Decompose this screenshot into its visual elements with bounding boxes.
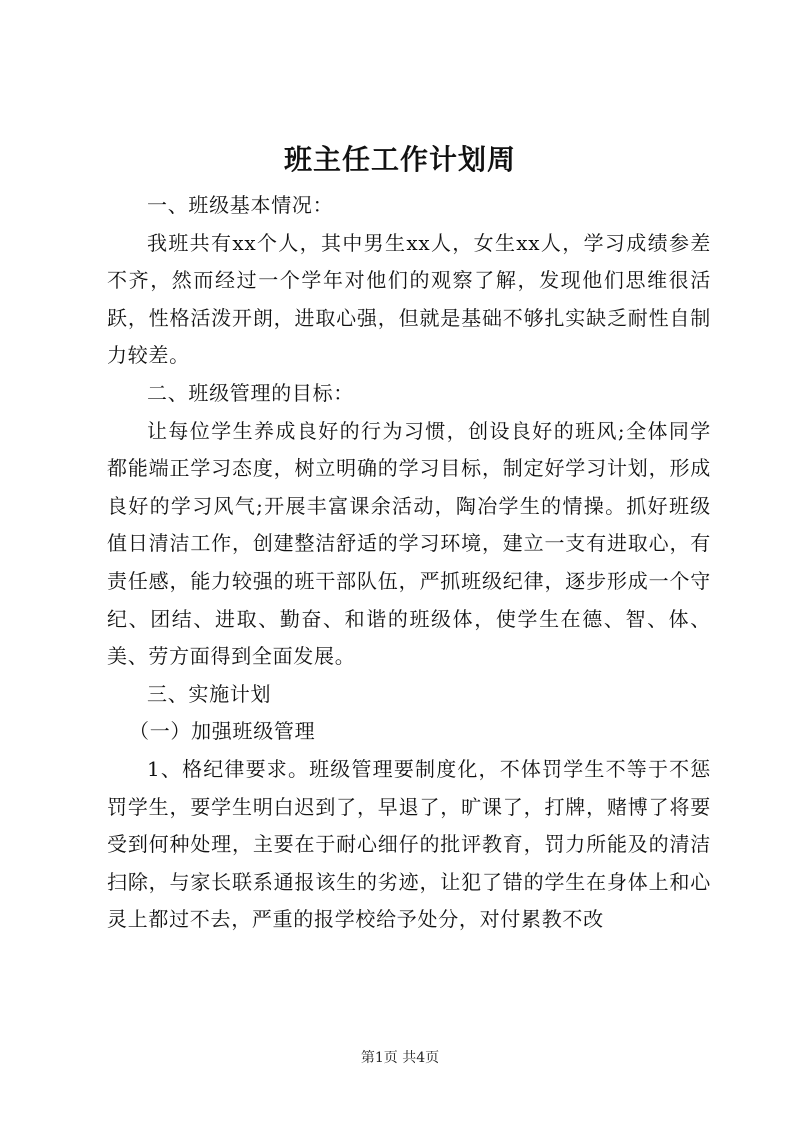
paragraph-management-goals: 让每位学生养成良好的行为习惯，创设良好的班风;全体同学都能端正学习态度，树立明确的学习目标，制定好学习计划，形成良好的学习风气;开展丰富课余活动，陶冶学生的情操。抓好班级值日清洁工作，创建整洁舒适的学习环境，建立一支有进取心，有责任感，能力较强的班干部队伍，严抓班级纪律，逐步形成一个守纪、团结、进取、勤奋、和谐的班级体，使学生在德、智、体、美、劳方面得到全面发展。 [107, 418, 711, 669]
subsection-heading-strengthen-management: （一）加强班级管理 [129, 719, 316, 744]
document-body [107, 187, 711, 939]
section-heading-management-goals: 二、班级管理的目标： [147, 380, 354, 405]
paragraph-discipline-requirements: 1、格纪律要求。班级管理要制度化，不体罚学生不等于不惩罚学生，要学生明白迟到了，早退了，旷课了，打牌，赌博了将要受到何种处理，主要在于耐心细仔的批评教育，罚力所能及的清洁扫除，与家长联系通报该生的劣迹，让犯了错的学生在身体上和心灵上都过不去，严重的报学校给予处分，对付累教不改 [107, 756, 711, 932]
paragraph-basic-situation: 我班共有xx个人，其中男生xx人，女生xx人，学习成绩参差不齐，然而经过一个学年对他们的观察了解，发现他们思维很活跃，性格活泼开朗，进取心强，但就是基础不够扎实缺乏耐性自制力较差。 [107, 230, 711, 368]
document-title: 班主任工作计划周 [283, 143, 516, 176]
page-footer: 第1页 共4页 [360, 1050, 440, 1066]
section-heading-basic-situation: 一、班级基本情况： [147, 193, 334, 217]
section-heading-implementation-plan: 三、实施计划 [147, 681, 272, 706]
